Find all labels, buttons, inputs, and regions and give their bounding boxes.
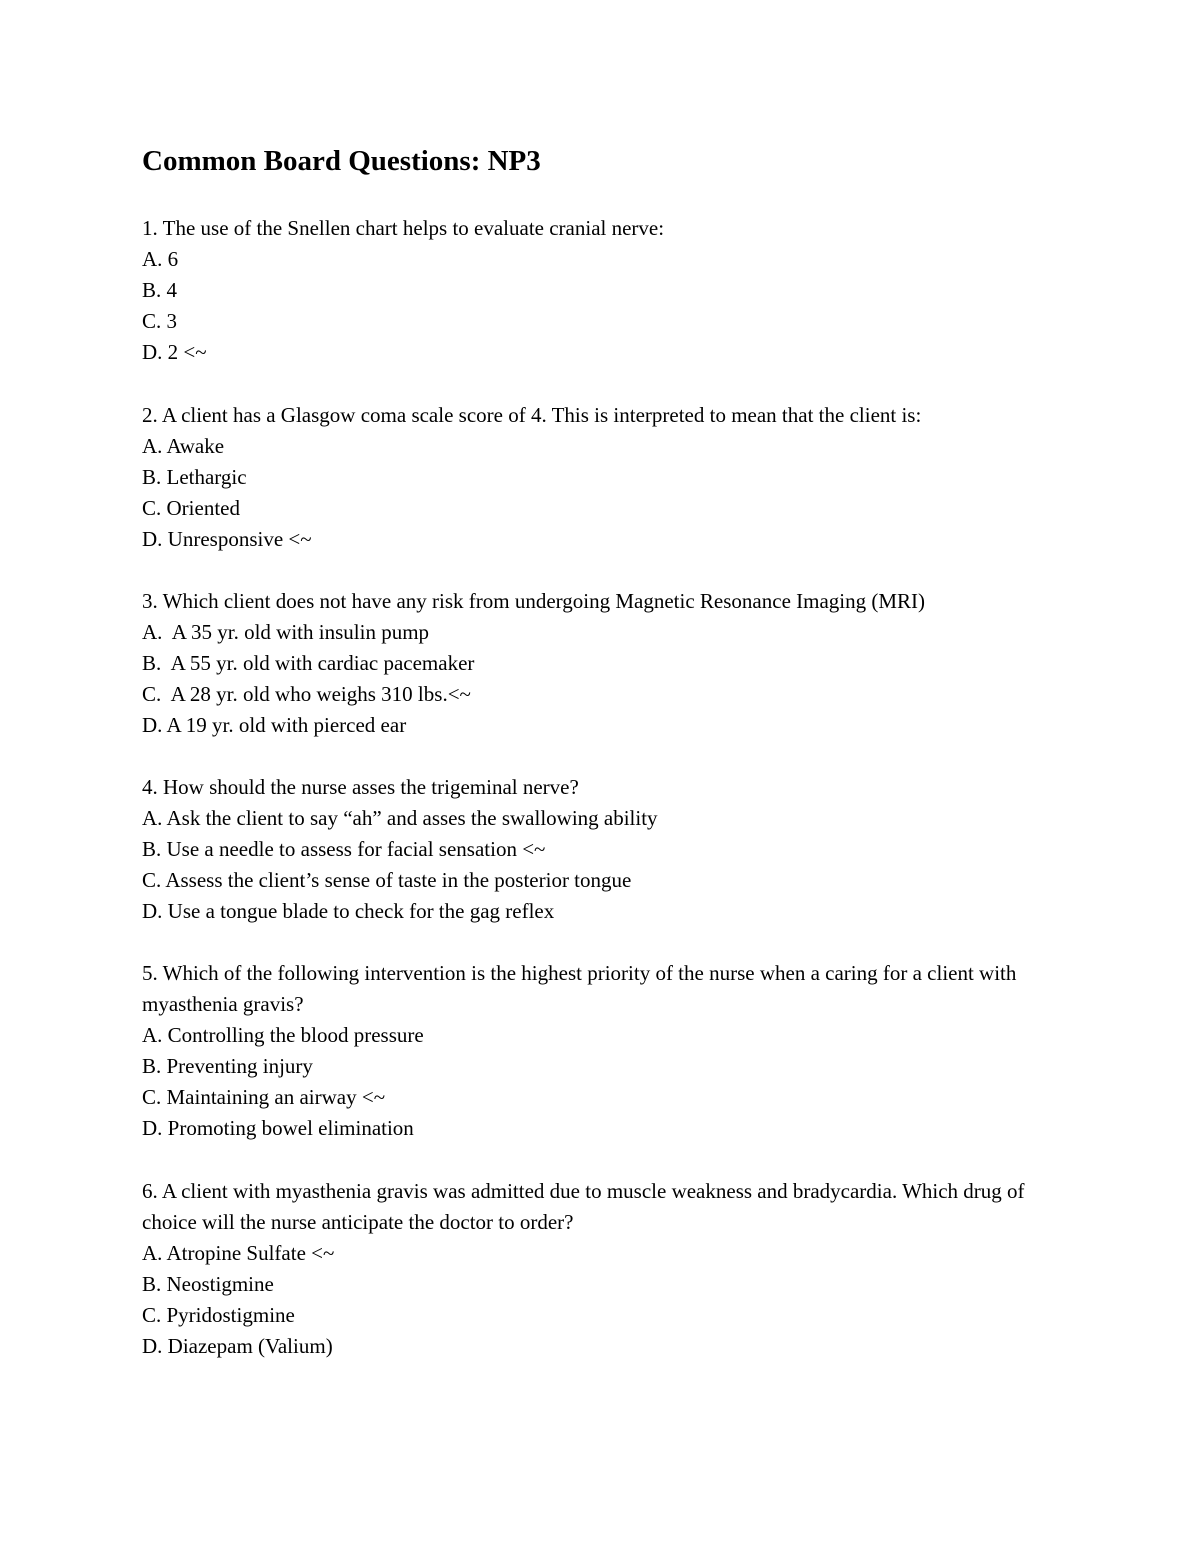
question-stem: 6. A client with myasthenia gravis was admitted due to muscle weakness and bradycardia. Which drug of choice will the nurse anticipate the doctor to order?	[142, 1179, 1025, 1235]
question-stem: 1. The use of the Snellen chart helps to evaluate cranial nerve:	[142, 216, 665, 240]
answer-option: A. Awake	[142, 434, 225, 459]
answer-option: A. Controlling the blood pressure	[142, 1023, 424, 1048]
answer-option: A. 6	[142, 247, 179, 272]
question-5	[142, 958, 1072, 1145]
question-6	[142, 1176, 1072, 1363]
answer-option: C. Maintaining an airway <~	[142, 1085, 386, 1110]
answer-option: B. Use a needle to assess for facial sensation <~	[142, 837, 546, 862]
answer-option: A. Ask the client to say “ah” and asses the swallowing ability	[142, 806, 658, 831]
answer-option: D. Unresponsive <~	[142, 527, 312, 552]
answer-option: B. Neostigmine	[142, 1272, 274, 1297]
answer-option: C. Assess the client’s sense of taste in the posterior tongue	[142, 868, 632, 893]
answer-option: A. Atropine Sulfate <~	[142, 1241, 335, 1266]
answer-option: C. 3	[142, 309, 178, 334]
answer-option: D. Promoting bowel elimination	[142, 1116, 414, 1141]
answer-option: C. A 28 yr. old who weighs 310 lbs.<~	[142, 682, 471, 707]
answer-option: D. A 19 yr. old with pierced ear	[142, 713, 407, 738]
answer-option: B. 4	[142, 278, 178, 303]
question-3	[142, 586, 1072, 741]
question-stem: 5. Which of the following intervention is the highest priority of the nurse when a caring for a client with myasthenia gravis?	[142, 961, 1017, 1017]
answer-option: B. Lethargic	[142, 465, 247, 490]
answer-option: B. Preventing injury	[142, 1054, 313, 1079]
document-title: Common Board Questions: NP3	[142, 145, 541, 177]
question-stem: 3. Which client does not have any risk from undergoing Magnetic Resonance Imaging (MRI)	[142, 589, 926, 613]
answer-option: C. Pyridostigmine	[142, 1303, 295, 1328]
answer-option: C. Oriented	[142, 496, 240, 521]
answer-option: D. Use a tongue blade to check for the gag reflex	[142, 899, 555, 924]
question-1	[142, 213, 1072, 368]
question-2	[142, 400, 1072, 555]
question-stem: 4. How should the nurse asses the trigeminal nerve?	[142, 775, 579, 799]
answer-option: A. A 35 yr. old with insulin pump	[142, 620, 430, 645]
answer-option: D. Diazepam (Valium)	[142, 1334, 333, 1359]
question-4	[142, 772, 1072, 927]
answer-option: B. A 55 yr. old with cardiac pacemaker	[142, 651, 475, 676]
question-stem: 2. A client has a Glasgow coma scale score of 4. This is interpreted to mean that the client is:	[142, 403, 922, 427]
answer-option: D. 2 <~	[142, 340, 207, 365]
